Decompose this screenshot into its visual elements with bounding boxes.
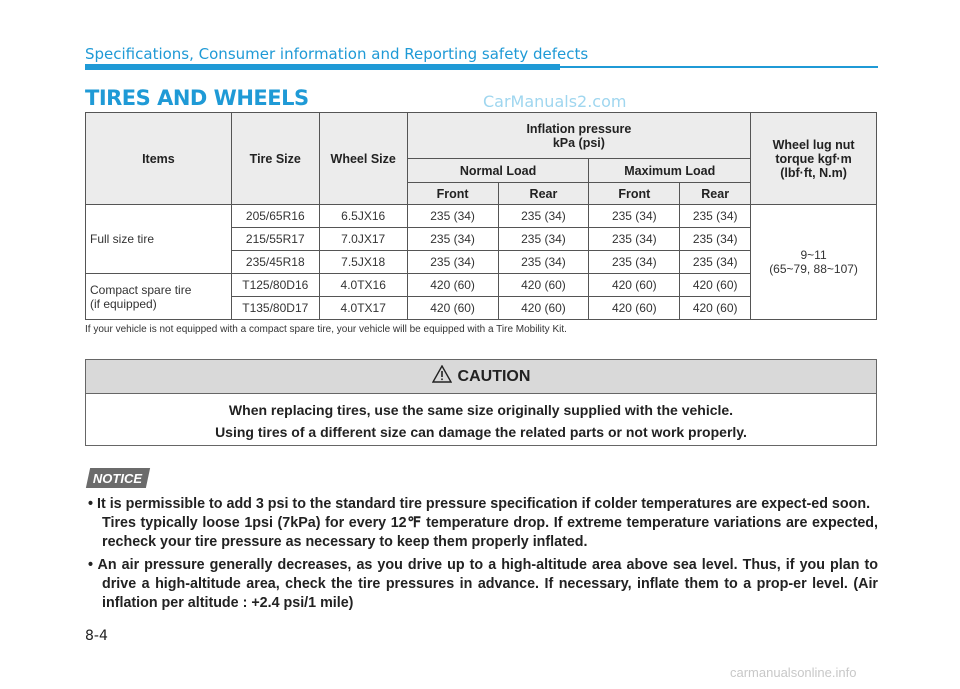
lug-value-line2: (65~79, 88~107) [769, 262, 858, 276]
header-inflation-line1: Inflation pressure [526, 121, 632, 136]
caution-header [86, 360, 876, 394]
caution-line2: Using tires of a different size can damage the related parts or not work properly. [215, 424, 747, 440]
pressure-cell: 235 (34) [589, 205, 680, 228]
header-normal-load: Normal Load [407, 159, 589, 183]
notice-badge [86, 468, 150, 488]
header-tire-size: Tire Size [231, 113, 319, 205]
table-footnote: If your vehicle is not equipped with a compact spare tire, your vehicle will be equipped with a Tire Mobility Kit. [85, 324, 567, 335]
tire-size-cell: 215/55R17 [231, 228, 319, 251]
caution-body [86, 394, 876, 443]
watermark: CarManuals2.com [483, 92, 627, 111]
pressure-cell: 420 (60) [589, 297, 680, 320]
tire-size-cell: T135/80D17 [231, 297, 319, 320]
header-maximum-load: Maximum Load [589, 159, 751, 183]
wheel-size-cell: 7.0JX17 [319, 228, 407, 251]
pressure-cell: 235 (34) [589, 228, 680, 251]
lug-value-line1: 9~11 [800, 248, 827, 262]
pressure-cell: 420 (60) [680, 274, 751, 297]
section-title: TIRES AND WHEELS [85, 86, 309, 110]
group-label-compact-spare [86, 274, 232, 320]
pressure-cell: 420 (60) [407, 274, 498, 297]
page-number: 8-4 [85, 628, 108, 644]
bullet-1-continuation: Tires typically loose 1psi (7kPa) for every 12℉ temperature drop. If extreme temperature variations are expected, recheck your tire pressure as necessary to keep them properly inflated. [102, 515, 878, 550]
pressure-cell: 420 (60) [407, 297, 498, 320]
notice-bullet-2 [88, 556, 878, 613]
pressure-cell: 235 (34) [407, 228, 498, 251]
pressure-cell: 235 (34) [407, 205, 498, 228]
compact-spare-line1: Compact spare tire [90, 282, 192, 297]
caution-box [85, 359, 877, 446]
lug-nut-value [751, 205, 877, 320]
wheel-size-cell: 7.5JX18 [319, 251, 407, 274]
warning-triangle-icon [432, 365, 452, 388]
header-inflation-line2: kPa (psi) [552, 135, 605, 150]
header-lug-line2: torque kgf·m [775, 151, 852, 166]
pressure-cell: 235 (34) [680, 205, 751, 228]
header-rule-thin [560, 66, 878, 68]
wheel-size-cell: 4.0TX17 [319, 297, 407, 320]
header-max-rear: Rear [680, 183, 751, 205]
notice-bullets [88, 495, 878, 617]
pressure-cell: 235 (34) [498, 205, 589, 228]
tire-spec-table [85, 112, 877, 320]
header-lug-line1: Wheel lug nut [772, 137, 855, 152]
header-lug-nut [751, 113, 877, 205]
pressure-cell: 235 (34) [680, 251, 751, 274]
pressure-cell: 420 (60) [498, 274, 589, 297]
header-normal-front: Front [407, 183, 498, 205]
pressure-cell: 420 (60) [498, 297, 589, 320]
caution-line1: When replacing tires, use the same size originally supplied with the vehicle. [228, 402, 734, 418]
group-label-full-size: Full size tire [86, 205, 232, 274]
pressure-cell: 235 (34) [407, 251, 498, 274]
pressure-cell: 420 (60) [589, 274, 680, 297]
tire-size-cell: 205/65R16 [231, 205, 319, 228]
chapter-title: Specifications, Consumer information and Reporting safety defects [85, 45, 589, 63]
pressure-cell: 235 (34) [498, 251, 589, 274]
pressure-cell: 235 (34) [589, 251, 680, 274]
table-row [86, 205, 877, 228]
header-rule [85, 64, 560, 70]
notice-badge-label: NOTICE [93, 470, 143, 486]
notice-bullet-1 [88, 495, 878, 552]
compact-spare-line2: (if equipped) [90, 296, 157, 311]
pressure-cell: 420 (60) [680, 297, 751, 320]
header-normal-rear: Rear [498, 183, 589, 205]
site-watermark: carmanualsonline.info [730, 665, 857, 680]
header-items: Items [86, 113, 232, 205]
tire-size-cell: 235/45R18 [231, 251, 319, 274]
caution-title: CAUTION [457, 367, 531, 385]
header-lug-line3: (lbf·ft, N.m) [780, 165, 847, 180]
wheel-size-cell: 6.5JX16 [319, 205, 407, 228]
pressure-cell: 235 (34) [498, 228, 589, 251]
pressure-cell: 235 (34) [680, 228, 751, 251]
bullet-1-text: It is permissible to add 3 psi to the standard tire pressure specification if colder temperatures are expect-ed soon. [96, 496, 871, 512]
bullet-text: • An air pressure generally decreases, as you drive up to a high-altitude area above sea level. Thus, if you plan to drive a high-altitude area, check the tire pressures in advance. If necessary, inflate them to a prop-er level. (Air inflation per altitude : +2.4 psi/1 mile) [88, 557, 878, 611]
bullet-text: • It is permissible to add 3 psi to the standard tire pressure specification if colder temperatures are expect-ed soon. [88, 496, 871, 512]
bullet-2-text: An air pressure generally decreases, as you drive up to a high-altitude area above sea level. Thus, if you plan to drive a high-altitude area, check the tire pressures in advance. If necessary, inflate them to a prop-er level. (Air inflation per altitude : +2.4 psi/1 mile) [97, 557, 878, 611]
tire-size-cell: T125/80D16 [231, 274, 319, 297]
wheel-size-cell: 4.0TX16 [319, 274, 407, 297]
header-wheel-size: Wheel Size [319, 113, 407, 205]
header-max-front: Front [589, 183, 680, 205]
header-inflation [407, 113, 750, 159]
